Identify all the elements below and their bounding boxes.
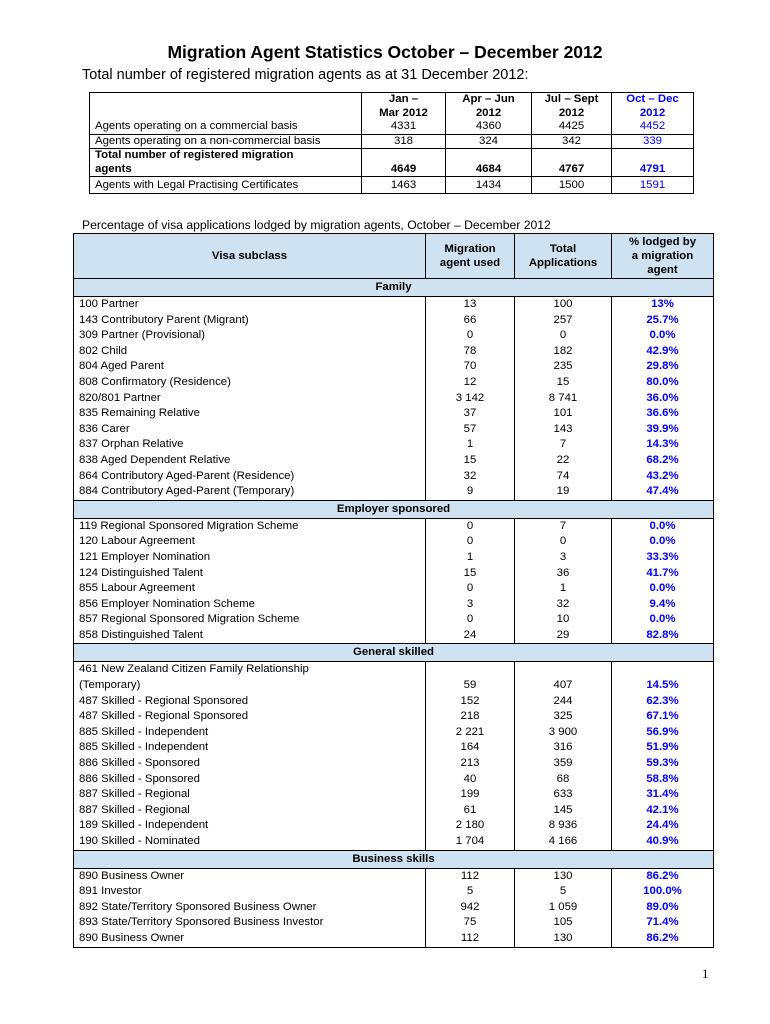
agent-used-cell: 57 (426, 422, 515, 438)
percent-lodged-cell: 56.9% (612, 725, 714, 741)
percent-lodged-cell: 0.0% (612, 328, 714, 344)
total-applications-cell: 32 (515, 597, 612, 613)
section-title: Family (74, 279, 714, 297)
table-row (74, 550, 714, 566)
table-row (74, 406, 714, 422)
percent-lodged-cell: 36.6% (612, 406, 714, 422)
percent-lodged-cell: 100.0% (612, 884, 714, 900)
visa-subclass-cell: 309 Partner (Provisional) (74, 328, 426, 344)
agent-used-cell: 1 (426, 550, 515, 566)
table-row (74, 818, 714, 834)
agent-used-cell: 152 (426, 694, 515, 710)
percent-lodged-cell: 0.0% (612, 581, 714, 597)
percent-lodged-cell: 0.0% (612, 518, 714, 534)
total-applications-cell: 22 (515, 453, 612, 469)
table-row (74, 566, 714, 582)
total-applications-cell: 325 (515, 709, 612, 725)
total-applications-cell: 29 (515, 628, 612, 644)
total-applications-cell: 74 (515, 469, 612, 485)
percent-lodged-cell: 51.9% (612, 740, 714, 756)
agent-used-cell: 32 (426, 469, 515, 485)
table-row (74, 628, 714, 644)
agent-used-cell: 15 (426, 453, 515, 469)
percent-lodged-cell: 36.0% (612, 391, 714, 407)
agent-used-cell: 24 (426, 628, 515, 644)
total-applications-cell: 257 (515, 313, 612, 329)
percent-lodged-cell: 0.0% (612, 534, 714, 550)
agent-used-cell: 112 (426, 868, 515, 884)
total-applications-cell: 0 (515, 534, 612, 550)
agent-used-cell: 112 (426, 931, 515, 947)
agent-used-cell: 59 (426, 662, 515, 694)
agent-used-cell: 0 (426, 328, 515, 344)
agents-header-q3: Jul – Sept 2012 (532, 93, 612, 121)
table-row (74, 297, 714, 313)
section-title: Business skills (74, 850, 714, 868)
total-applications-cell: 7 (515, 518, 612, 534)
agent-used-cell: 61 (426, 803, 515, 819)
page-number: 1 (702, 966, 709, 981)
visa-subclass-cell: 119 Regional Sponsored Migration Scheme (74, 518, 426, 534)
table-row (74, 391, 714, 407)
table-row (74, 375, 714, 391)
total-applications-cell: 68 (515, 772, 612, 788)
visa-subclass-cell: 487 Skilled - Regional Sponsored (74, 709, 426, 725)
percent-lodged-cell: 71.4% (612, 915, 714, 931)
visa-header-row (74, 234, 714, 279)
agent-used-cell: 40 (426, 772, 515, 788)
table-row (74, 612, 714, 628)
visa-subclass-cell: 836 Carer (74, 422, 426, 438)
percent-lodged-cell: 59.3% (612, 756, 714, 772)
table-row (74, 803, 714, 819)
total-applications-cell: 407 (515, 662, 612, 694)
visa-subclass-cell: 837 Orphan Relative (74, 437, 426, 453)
agents-row-non-commercial: Agents operating on a non-commercial basis 318 324 342 339 (90, 134, 694, 149)
section-header (74, 500, 714, 518)
header-migration-agent-used: Migration agent used (426, 234, 515, 279)
total-applications-cell: 130 (515, 931, 612, 947)
total-applications-cell: 1 059 (515, 900, 612, 916)
agents-header-q4: Oct – Dec 2012 (612, 93, 694, 121)
total-applications-cell: 105 (515, 915, 612, 931)
section-title: Employer sponsored (74, 500, 714, 518)
visa-subclass-cell: 143 Contributory Parent (Migrant) (74, 313, 426, 329)
total-applications-cell: 244 (515, 694, 612, 710)
visa-subclass-cell: 121 Employer Nomination (74, 550, 426, 566)
visa-subclass-cell: 887 Skilled - Regional (74, 803, 426, 819)
visa-subclass-cell: 893 State/Territory Sponsored Business Investor (74, 915, 426, 931)
total-applications-cell: 8 936 (515, 818, 612, 834)
table-row (74, 740, 714, 756)
visa-subclass-cell: 885 Skilled - Independent (74, 725, 426, 741)
visa-subclass-cell: 820/801 Partner (74, 391, 426, 407)
total-applications-cell: 633 (515, 787, 612, 803)
visa-subclass-cell: 838 Aged Dependent Relative (74, 453, 426, 469)
table-row (74, 725, 714, 741)
percent-lodged-cell: 14.5% (612, 662, 714, 694)
percent-lodged-cell: 39.9% (612, 422, 714, 438)
percent-lodged-cell: 25.7% (612, 313, 714, 329)
total-applications-cell: 10 (515, 612, 612, 628)
visa-subclass-cell: 804 Aged Parent (74, 359, 426, 375)
total-applications-cell: 359 (515, 756, 612, 772)
table-row (74, 694, 714, 710)
visa-subclass-cell: 887 Skilled - Regional (74, 787, 426, 803)
visa-subclass-cell: 890 Business Owner (74, 931, 426, 947)
section-title: General skilled (74, 644, 714, 662)
visa-subclass-cell: 487 Skilled - Regional Sponsored (74, 694, 426, 710)
agent-used-cell: 75 (426, 915, 515, 931)
total-applications-cell: 235 (515, 359, 612, 375)
percent-lodged-cell: 80.0% (612, 375, 714, 391)
total-applications-cell: 4 166 (515, 834, 612, 850)
table-row (74, 597, 714, 613)
agent-used-cell: 1 704 (426, 834, 515, 850)
percent-lodged-cell: 62.3% (612, 694, 714, 710)
total-applications-cell: 130 (515, 868, 612, 884)
total-applications-cell: 19 (515, 484, 612, 500)
percent-lodged-cell: 9.4% (612, 597, 714, 613)
agents-row-legal: Agents with Legal Practising Certificates 1463 1434 1500 1591 (90, 177, 694, 194)
visa-applications-table (73, 233, 714, 948)
percent-lodged-cell: 58.8% (612, 772, 714, 788)
agents-header-row (90, 93, 694, 121)
visa-subclass-cell: 858 Distinguished Talent (74, 628, 426, 644)
percent-lodged-cell: 40.9% (612, 834, 714, 850)
agents-summary-heading: Total number of registered migration agents as at 31 December 2012: (82, 67, 529, 83)
header-visa-subclass: Visa subclass (74, 234, 426, 279)
agent-used-cell: 66 (426, 313, 515, 329)
visa-subclass-cell: 886 Skilled - Sponsored (74, 756, 426, 772)
visa-subclass-cell: 857 Regional Sponsored Migration Scheme (74, 612, 426, 628)
total-applications-cell: 316 (515, 740, 612, 756)
registered-agents-table (89, 92, 694, 194)
total-applications-cell: 100 (515, 297, 612, 313)
percent-lodged-cell: 41.7% (612, 566, 714, 582)
agent-used-cell: 37 (426, 406, 515, 422)
total-applications-cell: 36 (515, 566, 612, 582)
percent-lodged-cell: 14.3% (612, 437, 714, 453)
agents-header-blank (90, 93, 362, 121)
agent-used-cell: 1 (426, 437, 515, 453)
visa-subclass-cell: 120 Labour Agreement (74, 534, 426, 550)
table-row (74, 900, 714, 916)
agent-used-cell: 164 (426, 740, 515, 756)
visa-subclass-cell: 885 Skilled - Independent (74, 740, 426, 756)
table-row (74, 437, 714, 453)
visa-subclass-cell: 891 Investor (74, 884, 426, 900)
table-row (74, 453, 714, 469)
agent-used-cell: 3 (426, 597, 515, 613)
total-applications-cell: 0 (515, 328, 612, 344)
total-applications-cell: 3 900 (515, 725, 612, 741)
visa-subclass-cell: 835 Remaining Relative (74, 406, 426, 422)
total-applications-cell: 3 (515, 550, 612, 566)
table-row (74, 834, 714, 850)
visa-subclass-cell: 100 Partner (74, 297, 426, 313)
percent-lodged-cell: 67.1% (612, 709, 714, 725)
table-row (74, 484, 714, 500)
percent-lodged-cell: 0.0% (612, 612, 714, 628)
section-header (74, 279, 714, 297)
percent-lodged-cell: 13% (612, 297, 714, 313)
visa-subclass-cell: 808 Confirmatory (Residence) (74, 375, 426, 391)
visa-subclass-cell: 124 Distinguished Talent (74, 566, 426, 582)
percent-lodged-cell: 24.4% (612, 818, 714, 834)
table-row (74, 422, 714, 438)
section-header (74, 850, 714, 868)
percent-lodged-cell: 86.2% (612, 868, 714, 884)
table-row (74, 931, 714, 947)
agent-used-cell: 942 (426, 900, 515, 916)
table-row (74, 915, 714, 931)
visa-subclass-cell: 884 Contributory Aged-Parent (Temporary) (74, 484, 426, 500)
percent-lodged-cell: 33.3% (612, 550, 714, 566)
agent-used-cell: 78 (426, 344, 515, 360)
table-row (74, 328, 714, 344)
table-row (74, 518, 714, 534)
agents-row-total: Total number of registered migration agents 4649 4684 4767 4791 (90, 149, 694, 177)
visa-table-caption: Percentage of visa applications lodged by migration agents, October – December 2012 (82, 218, 551, 232)
agent-used-cell: 3 142 (426, 391, 515, 407)
percent-lodged-cell: 86.2% (612, 931, 714, 947)
total-applications-cell: 8 741 (515, 391, 612, 407)
agent-used-cell: 15 (426, 566, 515, 582)
visa-subclass-cell: 190 Skilled - Nominated (74, 834, 426, 850)
agent-used-cell: 2 180 (426, 818, 515, 834)
total-applications-cell: 182 (515, 344, 612, 360)
total-applications-cell: 1 (515, 581, 612, 597)
table-row (74, 868, 714, 884)
agent-used-cell: 0 (426, 534, 515, 550)
document-title: Migration Agent Statistics October – December 2012 (167, 42, 603, 62)
visa-subclass-cell: 855 Labour Agreement (74, 581, 426, 597)
agent-used-cell: 12 (426, 375, 515, 391)
agents-header-q1: Jan – Mar 2012 (362, 93, 446, 121)
agent-used-cell: 2 221 (426, 725, 515, 741)
percent-lodged-cell: 89.0% (612, 900, 714, 916)
header-total-applications: Total Applications (515, 234, 612, 279)
agent-used-cell: 70 (426, 359, 515, 375)
percent-lodged-cell: 43.2% (612, 469, 714, 485)
table-row (74, 662, 714, 694)
agent-used-cell: 5 (426, 884, 515, 900)
percent-lodged-cell: 47.4% (612, 484, 714, 500)
table-row (74, 772, 714, 788)
table-row (74, 787, 714, 803)
agent-used-cell: 0 (426, 518, 515, 534)
visa-subclass-cell: 886 Skilled - Sponsored (74, 772, 426, 788)
agent-used-cell: 218 (426, 709, 515, 725)
total-applications-cell: 101 (515, 406, 612, 422)
table-row (74, 581, 714, 597)
visa-subclass-cell: 864 Contributory Aged-Parent (Residence) (74, 469, 426, 485)
percent-lodged-cell: 31.4% (612, 787, 714, 803)
total-applications-cell: 145 (515, 803, 612, 819)
percent-lodged-cell: 42.9% (612, 344, 714, 360)
section-header (74, 644, 714, 662)
agents-header-q2: Apr – Jun 2012 (446, 93, 532, 121)
agent-used-cell: 199 (426, 787, 515, 803)
agent-used-cell: 13 (426, 297, 515, 313)
agent-used-cell: 0 (426, 581, 515, 597)
table-row (74, 709, 714, 725)
total-applications-cell: 143 (515, 422, 612, 438)
percent-lodged-cell: 29.8% (612, 359, 714, 375)
percent-lodged-cell: 42.1% (612, 803, 714, 819)
total-applications-cell: 7 (515, 437, 612, 453)
visa-subclass-cell: 856 Employer Nomination Scheme (74, 597, 426, 613)
percent-lodged-cell: 68.2% (612, 453, 714, 469)
table-row (74, 756, 714, 772)
table-row (74, 534, 714, 550)
table-row (74, 359, 714, 375)
table-row (74, 469, 714, 485)
table-row (74, 344, 714, 360)
table-row (74, 884, 714, 900)
visa-subclass-cell: 802 Child (74, 344, 426, 360)
total-applications-cell: 5 (515, 884, 612, 900)
visa-subclass-cell: 461 New Zealand Citizen Family Relationship (Temporary) (74, 662, 426, 694)
visa-subclass-cell: 189 Skilled - Independent (74, 818, 426, 834)
agent-used-cell: 9 (426, 484, 515, 500)
agent-used-cell: 213 (426, 756, 515, 772)
visa-subclass-cell: 892 State/Territory Sponsored Business Owner (74, 900, 426, 916)
total-applications-cell: 15 (515, 375, 612, 391)
table-row (74, 313, 714, 329)
agents-row-commercial: Agents operating on a commercial basis 4331 4360 4425 4452 (90, 120, 694, 134)
percent-lodged-cell: 82.8% (612, 628, 714, 644)
agent-used-cell: 0 (426, 612, 515, 628)
visa-subclass-cell: 890 Business Owner (74, 868, 426, 884)
header-percent-lodged: % lodged by a migration agent (612, 234, 714, 279)
